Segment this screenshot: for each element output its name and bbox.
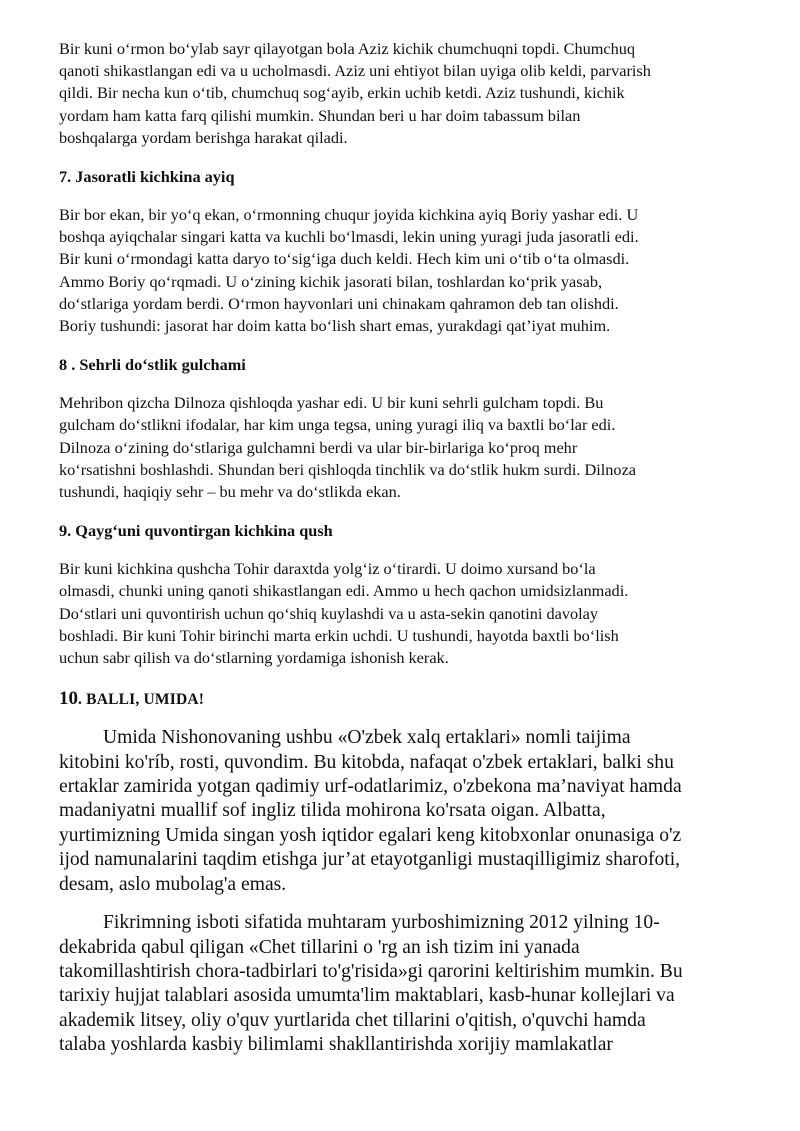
text-line: tarixiy hujjat talablari asosida umumta'lim maktablari, kasb-hunar kollejlari va bbox=[59, 985, 675, 1007]
text-line: akademik litsey, oliy o'quv yurtlarida chet tillarini o'qitish, o'quvchi hamda bbox=[59, 1009, 646, 1031]
text-line: Do‘stlari uni quvontirish uchun qo‘shiq kuylashdi va u asta-sekin qanotini davolay bbox=[59, 603, 599, 623]
text-line: ijod namunalarini taqdim etishga jur’at etayotganligi mustaqilligimiz sharofoti, bbox=[59, 849, 681, 871]
section-title: . BALLI, UMIDA! bbox=[78, 691, 205, 709]
text-line: uchun sabr qilish va do‘stlarning yordamiga ishonish kerak. bbox=[59, 648, 449, 668]
section-10-paragraph-1 bbox=[59, 726, 749, 897]
text-line: madaniyatni muallif sof ingliz tilida mohirona ko'rsata oigan. Albatta, bbox=[59, 800, 606, 822]
text-line: qanoti shikastlangan edi va u ucholmasdi. Aziz uni ehtiyot bilan uyiga olib keldi, parvarish bbox=[59, 61, 651, 81]
text-line: ko‘rsatishni boshlashdi. Shundan beri qishloqda tinchlik va do‘stlik hukm surdi. Dilnoza bbox=[59, 459, 637, 479]
text-line: yurtimizning Umida singan yosh iqtidor egalari keng kitobxonlar onunasiga o'z bbox=[59, 824, 682, 846]
section-10-heading bbox=[59, 684, 749, 713]
text-line: boshqalarga yordam berishga harakat qiladi. bbox=[59, 127, 348, 147]
text-line: talaba yoshlarda kasbiy bilimlami shakllantirishda xorijiy mamlakatlar bbox=[59, 1034, 613, 1056]
text-line: takomillashtirish chora-tadbirlari to'g'risida»gi qarorini keltirishim mumkin. Bu bbox=[59, 960, 683, 982]
text-line: qildi. Bir necha kun o‘tib, chumchuq sog‘ayib, erkin uchib ketdi. Aziz tushundi, kichik bbox=[59, 83, 625, 103]
text-line: kitobini ko'ríb, rosti, quvondim. Bu kitobda, nafaqat o'zbek ertaklari, balki shu bbox=[59, 751, 674, 773]
section-10-paragraph-2 bbox=[59, 911, 749, 1057]
text-line: boshladi. Bir kuni Tohir birinchi marta erkin uchdi. U tushundi, hayotda baxtli bo‘lish bbox=[59, 625, 619, 645]
story-7-paragraph bbox=[59, 204, 749, 337]
story-9-heading: 9. Qayg‘uni quvontirgan kichkina qush bbox=[59, 521, 333, 541]
text-line: gulcham do‘stlikni ifodalar, har kim unga tegsa, uning yuragi iliq va baxtli bo‘lar edi. bbox=[59, 415, 616, 435]
text-line: dekabrida qabul qiligan «Chet tillarini o 'rg an ish tizim ini yanada bbox=[59, 936, 580, 958]
text-line: Ammo Boriy qo‘rqmadi. U o‘zining kichik jasorati bilan, toshlardan ko‘prik yasab, bbox=[59, 271, 603, 291]
text-line: Bir bor ekan, bir yo‘q ekan, o‘rmonning chuqur joyida kichkina ayiq Boriy yashar edi. U bbox=[59, 205, 639, 225]
story-9-paragraph bbox=[59, 558, 749, 669]
text-line: do‘stlariga yordam berdi. O‘rmon hayvonlari uni chinakam qahramon deb tan olishdi. bbox=[59, 293, 619, 313]
text-line: Mehribon qizcha Dilnoza qishloqda yashar edi. U bir kuni sehrli gulcham topdi. Bu bbox=[59, 393, 604, 413]
text-line: Dilnoza o‘zining do‘stlariga gulchamni berdi va ular bir-birlariga ko‘proq mehr bbox=[59, 437, 578, 457]
text-line: Bir kuni o‘rmon bo‘ylab sayr qilayotgan bola Aziz kichik chumchuqni topdi. Chumchuq bbox=[59, 39, 636, 58]
text-line: Fikrimning isboti sifatida muhtaram yurboshimizning 2012 yilning 10- bbox=[103, 912, 660, 934]
story-8-heading: 8 . Sehrli do‘stlik gulchami bbox=[59, 355, 246, 375]
text-line: Bir kuni kichkina qushcha Tohir daraxtda yolg‘iz o‘tirardi. U doimo xursand bo‘la bbox=[59, 559, 596, 579]
text-line: desam, aslo mubolag'a emas. bbox=[59, 873, 287, 895]
section-number: 10 bbox=[59, 688, 78, 710]
story-7-heading: 7. Jasoratli kichkina ayiq bbox=[59, 167, 235, 187]
story-8-paragraph bbox=[59, 392, 749, 503]
text-line: boshqa ayiqchalar singari katta va kuchli bo‘lmasdi, lekin uning yuragi juda jasoratli edi. bbox=[59, 227, 639, 247]
text-line: Umida Nishonovaning ushbu «O'zbek xalq ertaklari» nomli taijima bbox=[103, 727, 631, 749]
text-line: yordam ham katta farq qilishi mumkin. Shundan beri u har doim tabassum bilan bbox=[59, 105, 581, 125]
text-line: Bir kuni o‘rmondagi katta daryo to‘sig‘iga duch keldi. Hech kim uni o‘tib o‘ta olmasdi. bbox=[59, 249, 630, 269]
text-line: olmasdi, chunki uning qanoti shikastlangan edi. Ammo u hech qachon umidsizlanmadi. bbox=[59, 581, 629, 601]
text-line: tushundi, haqiqiy sehr – bu mehr va do‘stlikda ekan. bbox=[59, 482, 401, 502]
text-line: Boriy tushundi: jasorat har doim katta bo‘lish shart emas, yurakdagi qat’iyat muhim. bbox=[59, 316, 611, 336]
story-6-paragraph bbox=[59, 38, 749, 149]
document-page bbox=[59, 38, 749, 1058]
text-line: ertaklar zamirida yotgan qadimiy urf-odatlarimiz, o'zbekona ma’naviyat hamda bbox=[59, 776, 682, 798]
